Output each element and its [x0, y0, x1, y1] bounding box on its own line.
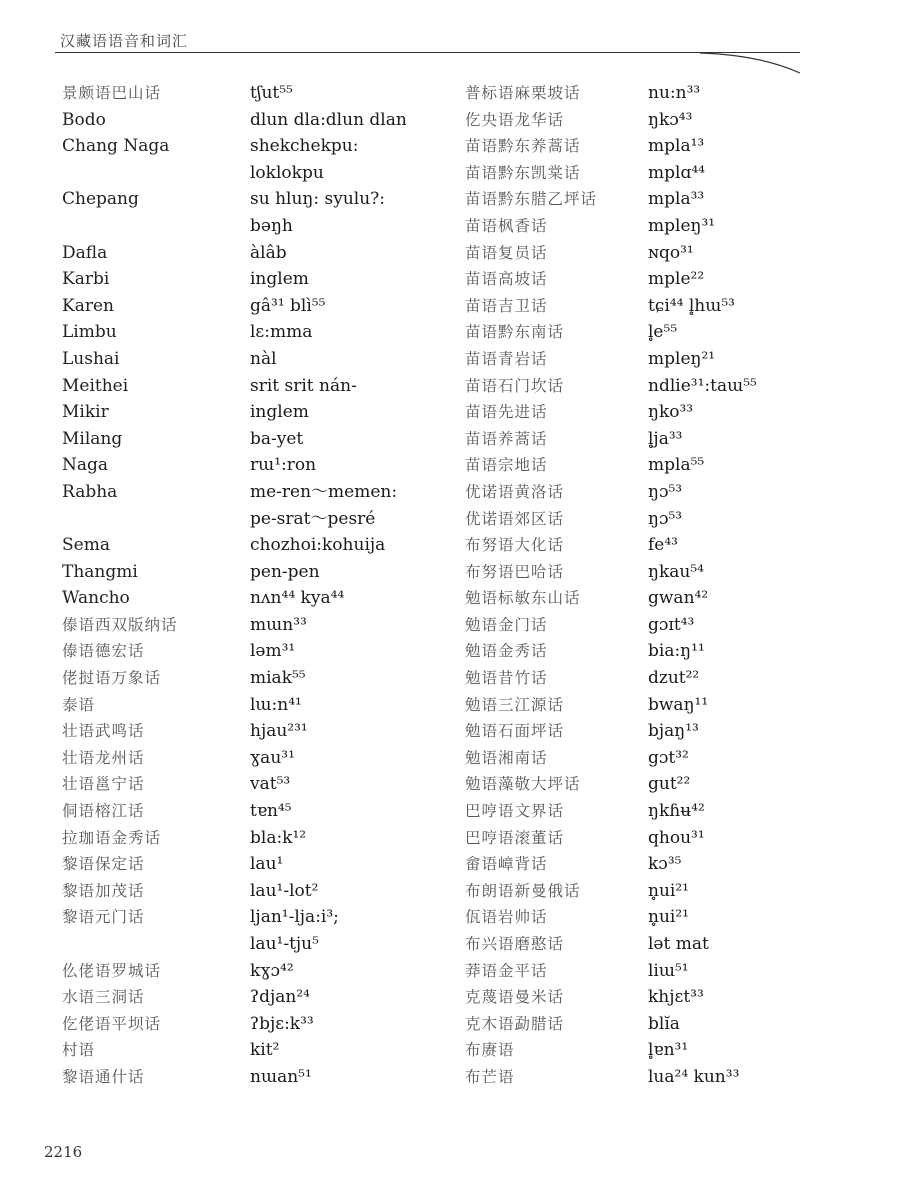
right-name-row: 勉语标敏东山话: [465, 589, 581, 608]
right-name-row: 苗语枫香话: [465, 216, 548, 235]
left-name-row: 仫佬语罗城话: [62, 961, 162, 980]
left-name-row: Naga: [62, 455, 109, 476]
left-name-row: 景颇语巴山话: [62, 84, 162, 102]
right-name-row: 普标语麻栗坡话: [465, 84, 581, 102]
right-name-row: 佤语岩帅话: [465, 908, 548, 927]
right-name-row: 苗语黔东腊乙坪话: [465, 190, 598, 209]
right-name-row: 苗语黔东南话: [465, 323, 565, 342]
left-form-row: bla:k¹²: [250, 827, 307, 848]
right-form-row: dzut²²: [648, 668, 700, 689]
left-name-row: [62, 160, 178, 187]
left-name-row: Meithei: [62, 375, 129, 396]
right-form-row: lua²⁴ kun³³: [648, 1066, 740, 1087]
left-name-row: [62, 213, 178, 240]
left-name-row: 傣语西双版纳话: [62, 615, 178, 634]
left-form-row: ʔdjan²⁴: [250, 987, 310, 1008]
left-name-column: [62, 80, 178, 1091]
left-form-row: su hluŋ: syulu?:: [250, 189, 385, 210]
right-form-column: [648, 80, 757, 1091]
left-name-row: 仡佬语平坝话: [62, 1014, 162, 1033]
right-name-row: 勉语藻敬大坪话: [465, 775, 581, 794]
right-form-row: gɔɪt⁴³: [648, 614, 695, 635]
right-form-row: liɯ⁵¹: [648, 960, 689, 981]
left-form-row: vat⁵³: [250, 774, 291, 795]
left-form-row: gâ³¹ blì⁵⁵: [250, 295, 326, 316]
left-form-row: inglem: [250, 269, 309, 290]
left-form-row: ljan¹-lja:i³;: [250, 907, 339, 928]
right-form-row: mpla³³: [648, 189, 705, 210]
header-curve: [700, 45, 810, 75]
left-name-row: Lushai: [62, 348, 120, 369]
right-name-row: 布芒语: [465, 1067, 515, 1086]
right-form-row: n̥ui²¹: [648, 880, 689, 901]
right-name-column: [465, 80, 597, 1091]
left-form-row: kɣɔ⁴²: [250, 960, 294, 981]
right-name-row: 布朗语新曼俄话: [465, 881, 581, 900]
right-name-row: 苗语青岩话: [465, 349, 548, 368]
right-form-row: kɔ³⁵: [648, 854, 682, 875]
right-name-row: 勉语三江源话: [465, 695, 565, 714]
left-name-row: 黎语加茂话: [62, 881, 145, 900]
header-rule: [55, 52, 800, 53]
left-name-row: [62, 506, 178, 533]
right-form-row: bia:ŋ¹¹: [648, 641, 705, 662]
left-form-row: mɯn³³: [250, 614, 307, 635]
left-form-row: hjau²³¹: [250, 721, 308, 742]
right-name-row: 勉语昔竹话: [465, 669, 548, 688]
left-form-row: ləm³¹: [250, 641, 296, 662]
left-form-row: pen-pen: [250, 561, 320, 582]
right-name-row: 勉语湘南话: [465, 748, 548, 767]
right-form-row: ŋkɦʉ⁴²: [648, 801, 705, 822]
right-name-row: 勉语石面坪话: [465, 722, 565, 741]
right-name-row: 布努语巴哈话: [465, 562, 565, 581]
left-name-row: 村语: [62, 1041, 96, 1060]
right-name-row: 苗语宗地话: [465, 456, 548, 475]
left-form-row: shekchekpu:: [250, 136, 359, 157]
right-name-row: 优诺语郊区话: [465, 509, 565, 528]
right-name-row: 畲语嶂背话: [465, 855, 548, 874]
left-name-row: Sema: [62, 535, 110, 556]
right-name-row: 苗语养蒿话: [465, 429, 548, 448]
left-form-row: rɯ¹:ron: [250, 455, 317, 476]
right-form-row: mpleŋ³¹: [648, 215, 716, 236]
right-form-row: blĭa: [648, 1013, 680, 1034]
right-name-row: 布努语大化话: [465, 536, 565, 555]
right-form-row: gɔt³²: [648, 747, 689, 768]
left-name-row: 傣语德宏话: [62, 642, 145, 661]
right-name-row: 苗语高坡话: [465, 270, 548, 289]
left-form-row: nɯan⁵¹: [250, 1066, 312, 1087]
left-name-row: Bodo: [62, 109, 106, 130]
left-form-row: ɣau³¹: [250, 747, 295, 768]
right-form-row: lət mat: [648, 934, 709, 954]
right-name-row: 克蔑语曼米话: [465, 988, 565, 1007]
right-form-row: ŋkau⁵⁴: [648, 561, 704, 582]
left-name-row: 泰语: [62, 695, 96, 714]
left-form-row: me-ren～memen:: [250, 481, 398, 502]
left-form-row: bəŋh: [250, 215, 293, 236]
left-name-row: Karen: [62, 295, 114, 316]
right-name-row: 勉语金门话: [465, 615, 548, 634]
right-form-row: bwaŋ¹¹: [648, 694, 709, 715]
left-form-row: àlâb: [250, 242, 287, 263]
left-name-row: 佬挝语万象话: [62, 669, 162, 688]
left-name-row: 侗语榕江话: [62, 802, 145, 821]
left-form-row: nʌn⁴⁴ kya⁴⁴: [250, 588, 345, 609]
right-name-row: 优诺语黄洛话: [465, 482, 565, 501]
right-form-row: nu:n³³: [648, 83, 701, 103]
right-name-row: 苗语黔东凯棠话: [465, 163, 581, 182]
right-form-row: ŋɔ⁵³: [648, 508, 683, 529]
right-name-row: 巴哼语文界话: [465, 802, 565, 821]
right-form-row: mpla⁵⁵: [648, 455, 705, 476]
right-name-row: 勉语金秀话: [465, 642, 548, 661]
right-form-row: gut²²: [648, 774, 691, 795]
right-form-row: mplɑ⁴⁴: [648, 162, 705, 183]
right-form-row: fe⁴³: [648, 535, 678, 556]
left-form-row: chozhoi:kohuija: [250, 535, 386, 556]
running-header: 汉藏语语音和词汇: [60, 32, 189, 50]
left-form-row: srit srit nán-: [250, 375, 357, 396]
right-form-row: mple²²: [648, 269, 705, 290]
right-form-row: ŋɔ⁵³: [648, 481, 683, 502]
right-form-row: l̥ja³³: [648, 428, 683, 449]
right-form-row: ŋko³³: [648, 402, 694, 423]
right-name-row: 苗语复员话: [465, 243, 548, 262]
left-form-row: ba-yet: [250, 428, 304, 449]
right-name-row: 莽语金平话: [465, 961, 548, 980]
right-name-row: 仡央语龙华话: [465, 110, 565, 129]
right-name-row: 布赓语: [465, 1041, 515, 1060]
left-name-row: [62, 931, 178, 958]
right-form-row: qhou³¹: [648, 827, 705, 848]
left-name-row: Rabha: [62, 481, 118, 502]
left-form-row: nàl: [250, 348, 277, 369]
left-name-row: 水语三洞话: [62, 988, 145, 1007]
right-form-row: tɕi⁴⁴ l̥hɯ⁵³: [648, 295, 735, 316]
page-number: 2216: [44, 1143, 83, 1161]
left-name-row: Chepang: [62, 189, 139, 210]
left-name-row: Thangmi: [62, 561, 138, 582]
right-name-row: 克木语勐腊话: [465, 1014, 565, 1033]
right-form-row: mpla¹³: [648, 136, 705, 157]
left-name-row: 黎语保定话: [62, 855, 145, 874]
left-form-row: ʔbjɛ:k³³: [250, 1013, 314, 1034]
right-name-row: 苗语吉卫话: [465, 296, 548, 315]
left-form-row: dlun dla:dlun dlan: [250, 109, 407, 130]
left-name-row: 黎语元门话: [62, 908, 145, 927]
right-form-row: n̥ui²¹: [648, 907, 689, 928]
left-name-row: 壮语武鸣话: [62, 722, 145, 741]
left-name-row: Milang: [62, 428, 123, 449]
left-name-row: 拉珈语金秀话: [62, 828, 162, 847]
right-form-row: l̥e⁵⁵: [648, 322, 678, 343]
left-form-row: lau¹-tju⁵: [250, 934, 319, 954]
right-name-row: 苗语先进话: [465, 403, 548, 422]
left-form-row: inglem: [250, 402, 309, 423]
left-form-row: tʃut⁵⁵: [250, 83, 293, 103]
right-name-row: 苗语黔东养蒿话: [465, 137, 581, 156]
right-form-row: gwan⁴²: [648, 588, 709, 609]
left-form-row: pe-srat～pesré: [250, 508, 376, 529]
left-form-row: lau¹: [250, 854, 284, 875]
left-name-row: 黎语通什话: [62, 1067, 145, 1086]
right-name-row: 苗语石门坎话: [465, 376, 565, 395]
right-name-row: 巴哼语滚董话: [465, 828, 565, 847]
right-form-row: ɴqo³¹: [648, 242, 694, 263]
left-form-row: loklokpu: [250, 162, 324, 183]
right-form-row: ndlie³¹:taɯ⁵⁵: [648, 375, 757, 396]
left-name-row: Limbu: [62, 322, 117, 343]
right-name-row: 布兴语磨憨话: [465, 935, 565, 953]
left-name-row: 壮语龙州话: [62, 748, 145, 767]
left-form-row: lɯ:n⁴¹: [250, 694, 302, 715]
left-name-row: 壮语邕宁话: [62, 775, 145, 794]
left-name-row: Karbi: [62, 269, 110, 290]
left-form-row: lau¹-lot²: [250, 880, 319, 901]
left-form-row: lɛ:mma: [250, 322, 313, 343]
left-name-row: Mikir: [62, 402, 109, 423]
left-form-column: [250, 80, 407, 1091]
right-form-row: l̥ɐn³¹: [648, 1040, 689, 1061]
left-name-row: Wancho: [62, 588, 130, 609]
left-name-row: Chang Naga: [62, 136, 170, 157]
left-form-row: tɐn⁴⁵: [250, 801, 292, 822]
left-name-row: Dafla: [62, 242, 108, 263]
right-form-row: khjɛt³³: [648, 987, 704, 1008]
right-form-row: mpleŋ²¹: [648, 348, 716, 369]
left-form-row: miak⁵⁵: [250, 668, 306, 689]
right-form-row: bjaŋ¹³: [648, 721, 699, 742]
right-form-row: ŋkɔ⁴³: [648, 109, 693, 130]
left-form-row: kit²: [250, 1040, 280, 1061]
